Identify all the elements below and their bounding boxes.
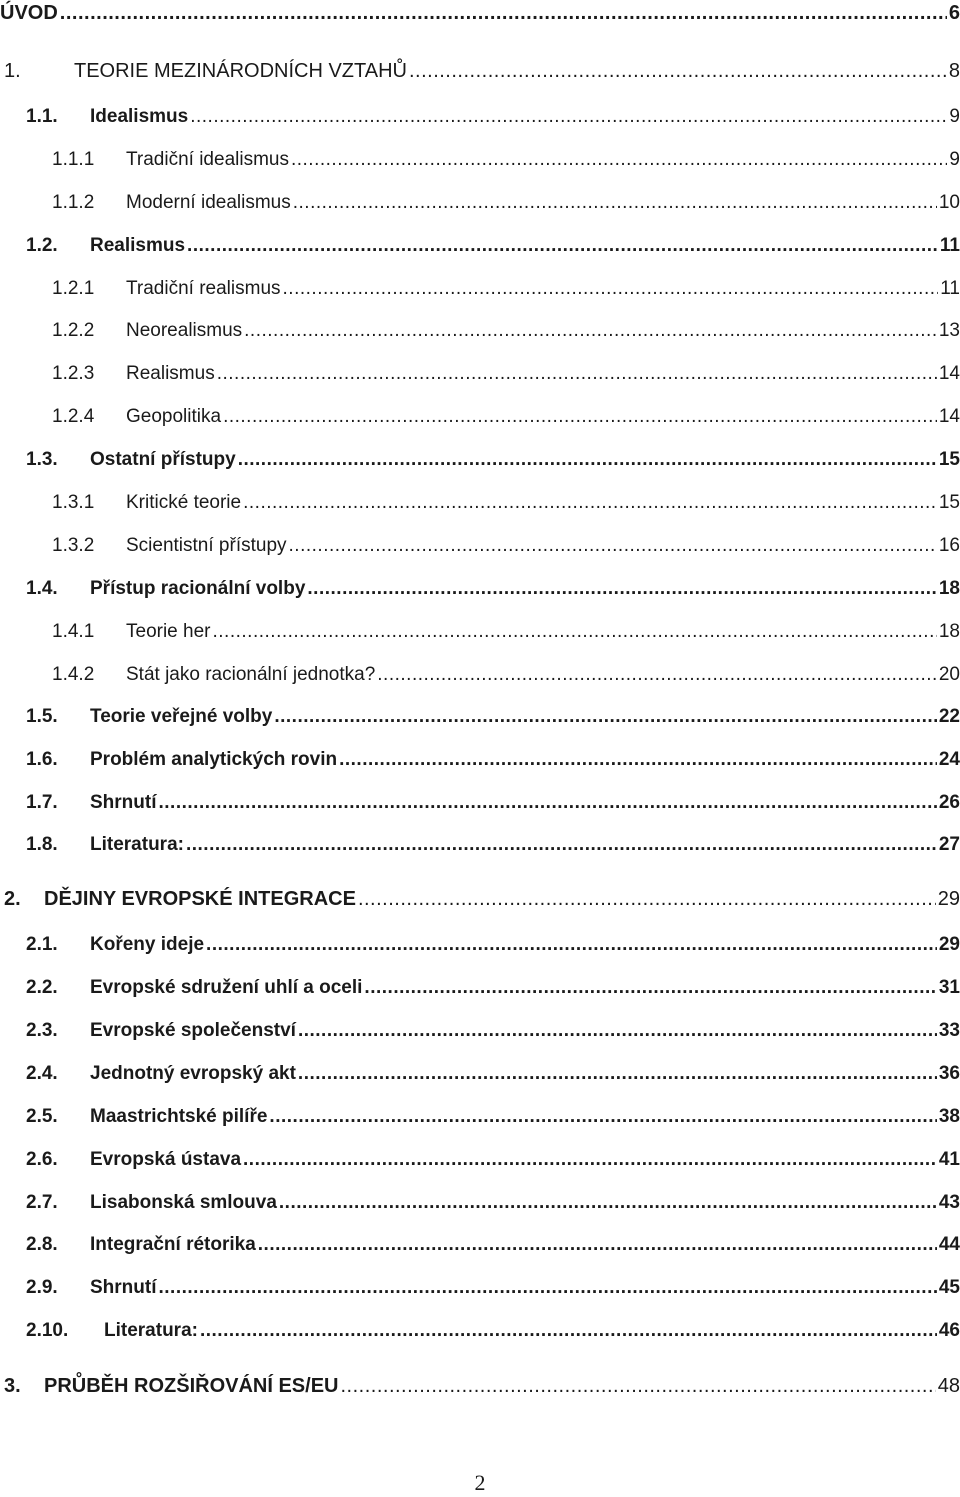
- toc-entry-number: 3.: [4, 1375, 21, 1397]
- toc-entry-page: 29: [937, 888, 960, 910]
- toc-entry-intro[interactable]: [0, 2, 960, 25]
- toc-entry-number: 2.2.: [26, 977, 58, 998]
- toc-entry-number: 1.2.: [26, 235, 58, 256]
- toc-entry-number: 1.3.: [26, 449, 58, 470]
- toc-entry-number: 2.5.: [26, 1106, 58, 1127]
- toc-leader-dots: [213, 621, 937, 643]
- toc-entry-page: 13: [938, 320, 960, 341]
- toc-entry-number: 1.8.: [26, 834, 58, 855]
- toc-entry-2-4[interactable]: [26, 1063, 960, 1085]
- toc-entry-label: Scientistní přístupy: [126, 535, 287, 556]
- toc-entry-page: 18: [938, 621, 960, 642]
- toc-entry-label: Integrační rétorika: [90, 1234, 256, 1255]
- toc-entry-number: 1.4.: [26, 578, 58, 599]
- toc-entry-2-5[interactable]: [26, 1106, 960, 1128]
- toc-entry-label: Idealismus: [90, 106, 189, 127]
- toc-leader-dots: [159, 792, 937, 814]
- toc-entry-number: 2.3.: [26, 1020, 58, 1041]
- toc-entry-page: 6: [948, 2, 960, 24]
- toc-leader-dots: [358, 888, 936, 911]
- toc-entry-label: DĚJINY EVROPSKÉ INTEGRACE: [44, 888, 356, 910]
- toc-leader-dots: [377, 664, 937, 686]
- toc-entry-2-1[interactable]: [26, 934, 960, 956]
- toc-entry-page: 44: [938, 1234, 960, 1255]
- toc-entry-1-3-1[interactable]: [52, 492, 960, 514]
- toc-entry-page: 9: [949, 149, 960, 170]
- toc-leader-dots: [60, 2, 947, 25]
- toc-entry-number: 1.2.1: [52, 278, 95, 299]
- toc-leader-dots: [289, 535, 937, 557]
- toc-entry-number: 1.5.: [26, 706, 58, 727]
- toc-entry-number: 1.1.2: [52, 192, 95, 213]
- toc-leader-dots: [291, 149, 947, 171]
- toc-leader-dots: [190, 106, 947, 128]
- toc-entry-page: 22: [938, 706, 960, 727]
- toc-entry-label: Teorie veřejné volby: [90, 706, 273, 727]
- toc-entry-label: Problém analytických rovin: [90, 749, 338, 770]
- toc-entry-label: Přístup racionální volby: [90, 578, 306, 599]
- toc-entry-1-2[interactable]: [26, 235, 960, 257]
- toc-entry-label: Kritické teorie: [126, 492, 242, 513]
- toc-leader-dots: [243, 492, 937, 514]
- toc-entry-2-10[interactable]: [26, 1320, 960, 1342]
- toc-entry-label: Lisabonská smlouva: [90, 1192, 277, 1213]
- toc-entry-chapter-2[interactable]: [0, 888, 960, 911]
- toc-leader-dots: [293, 192, 937, 214]
- toc-leader-dots: [279, 1192, 937, 1214]
- toc-entry-number: 1.3.2: [52, 535, 95, 556]
- toc-entry-page: 26: [938, 792, 960, 813]
- toc-entry-1-5[interactable]: [26, 706, 960, 728]
- toc-entry-2-7[interactable]: [26, 1192, 960, 1214]
- toc-entry-page: 41: [938, 1149, 960, 1170]
- toc-leader-dots: [187, 235, 938, 257]
- toc-leader-dots: [223, 406, 937, 428]
- toc-leader-dots: [258, 1234, 937, 1256]
- toc-entry-1-2-2[interactable]: [52, 320, 960, 342]
- toc-entry-page: 10: [938, 192, 960, 213]
- toc-entry-label: Jednotný evropský akt: [90, 1063, 296, 1084]
- toc-entry-page: 33: [938, 1020, 960, 1041]
- toc-entry-page: 8: [948, 60, 960, 82]
- toc-entry-label: Neorealismus: [126, 320, 243, 341]
- page-number: 2: [474, 1470, 486, 1495]
- toc-entry-number: 2.: [4, 888, 21, 910]
- toc-entry-number: 2.10.: [26, 1320, 69, 1341]
- toc-entry-label: Moderní idealismus: [126, 192, 291, 213]
- toc-entry-label: Stát jako racionální jednotka?: [126, 664, 376, 685]
- toc-entry-label: Geopolitika: [126, 406, 222, 427]
- toc-entry-page: 48: [937, 1375, 960, 1397]
- toc-entry-page: 46: [938, 1320, 960, 1341]
- toc-entry-page: 45: [938, 1277, 960, 1298]
- toc-entry-1-1[interactable]: [26, 106, 960, 128]
- toc-entry-1-1-1[interactable]: [52, 149, 960, 171]
- toc-entry-2-2[interactable]: [26, 977, 960, 999]
- toc-entry-label: Ostatní přístupy: [90, 449, 236, 470]
- toc-entry-label: Evropské společenství: [90, 1020, 296, 1041]
- toc-entry-number: 2.7.: [26, 1192, 58, 1213]
- toc-entry-page: 27: [938, 834, 960, 855]
- toc-entry-label: Realismus: [90, 235, 186, 256]
- toc-entry-page: 16: [938, 535, 960, 556]
- toc-leader-dots: [339, 749, 937, 771]
- toc-entry-label: PRŮBĚH ROZŠIŘOVÁNÍ ES/EU: [44, 1375, 339, 1397]
- toc-entry-page: 11: [940, 278, 960, 299]
- toc-entry-label: Teorie her: [126, 621, 211, 642]
- toc-entry-2-9[interactable]: [26, 1277, 960, 1299]
- toc-entry-number: 1.6.: [26, 749, 58, 770]
- toc-leader-dots: [298, 1020, 937, 1042]
- toc-entry-1-7[interactable]: [26, 792, 960, 814]
- toc-entry-number: 2.4.: [26, 1063, 58, 1084]
- toc-entry-1-2-1[interactable]: [52, 278, 960, 300]
- toc-entry-1-4[interactable]: [26, 578, 960, 600]
- toc-entry-number: 1.7.: [26, 792, 58, 813]
- toc-leader-dots: [186, 834, 937, 856]
- toc-entry-number: 2.6.: [26, 1149, 58, 1170]
- toc-entry-chapter-3[interactable]: [0, 1375, 960, 1398]
- toc-entry-number: 1.2.2: [52, 320, 95, 341]
- toc-entry-chapter-1[interactable]: [0, 60, 960, 83]
- toc-entry-page: 43: [938, 1192, 960, 1213]
- toc-entry-number: 1.3.1: [52, 492, 95, 513]
- toc-entry-number: 1.2.4: [52, 406, 95, 427]
- toc-entry-page: 29: [938, 934, 960, 955]
- toc-leader-dots: [269, 1106, 936, 1128]
- toc-leader-dots: [340, 1375, 935, 1398]
- toc-entry-label: Literatura:: [90, 834, 184, 855]
- toc-leader-dots: [274, 706, 937, 728]
- toc-entry-1-3-2[interactable]: [52, 535, 960, 557]
- toc-entry-page: 18: [938, 578, 960, 599]
- toc-entry-1-3[interactable]: [26, 449, 960, 471]
- toc-entry-label: Tradiční realismus: [126, 278, 281, 299]
- toc-entry-label: Kořeny ideje: [90, 934, 205, 955]
- toc-entry-page: 31: [938, 977, 960, 998]
- toc-entry-label: Shrnutí: [90, 1277, 157, 1298]
- toc-entry-page: 20: [938, 664, 960, 685]
- toc-entry-page: 14: [938, 406, 960, 427]
- toc-entry-number: 2.8.: [26, 1234, 58, 1255]
- toc-entry-page: 9: [949, 106, 960, 127]
- toc-entry-page: 36: [938, 1063, 960, 1084]
- toc-entry-1-4-2[interactable]: [52, 664, 960, 686]
- toc-entry-page: 11: [939, 235, 960, 256]
- toc-leader-dots: [243, 1149, 937, 1171]
- toc-leader-dots: [206, 934, 937, 956]
- toc-leader-dots: [159, 1277, 937, 1299]
- toc-entry-number: 1.1.: [26, 106, 58, 127]
- toc-entry-page: 15: [938, 492, 960, 513]
- toc-entry-label: Literatura:: [104, 1320, 198, 1341]
- toc-entry-1-4-1[interactable]: [52, 621, 960, 643]
- toc-entry-number: 1.4.1: [52, 621, 95, 642]
- toc-leader-dots: [244, 320, 937, 342]
- toc-entry-label: ÚVOD: [0, 2, 58, 24]
- toc-entry-number: 1.4.2: [52, 664, 95, 685]
- toc-entry-label: Tradiční idealismus: [126, 149, 289, 170]
- toc-entry-label: Shrnutí: [90, 792, 157, 813]
- toc-entry-page: 38: [938, 1106, 960, 1127]
- toc-entry-page: 14: [938, 363, 960, 384]
- toc-entry-label: Evropská ústava: [90, 1149, 242, 1170]
- toc-leader-dots: [217, 363, 937, 385]
- toc-entry-number: 1.1.1: [52, 149, 95, 170]
- toc-entry-number: 2.1.: [26, 934, 58, 955]
- toc-leader-dots: [200, 1320, 937, 1342]
- toc-entry-number: 1.: [4, 60, 21, 82]
- toc-leader-dots: [298, 1063, 937, 1085]
- toc-entry-2-8[interactable]: [26, 1234, 960, 1256]
- toc-entry-2-3[interactable]: [26, 1020, 960, 1042]
- toc-entry-number: 2.9.: [26, 1277, 58, 1298]
- toc-entry-label: TEORIE MEZINÁRODNÍCH VZTAHŮ: [74, 60, 407, 82]
- toc-entry-label: Realismus: [126, 363, 215, 384]
- toc-entry-1-8[interactable]: [26, 834, 960, 856]
- toc-entry-page: 15: [938, 449, 960, 470]
- toc-leader-dots: [283, 278, 939, 300]
- toc-leader-dots: [364, 977, 936, 999]
- toc-entry-number: 1.2.3: [52, 363, 95, 384]
- toc-entry-1-2-3[interactable]: [52, 363, 960, 385]
- toc-entry-1-2-4[interactable]: [52, 406, 960, 428]
- toc-entry-1-1-2[interactable]: [52, 192, 960, 214]
- toc-leader-dots: [307, 578, 936, 600]
- toc-entry-label: Evropské sdružení uhlí a oceli: [90, 977, 363, 998]
- toc-leader-dots: [238, 449, 937, 471]
- toc-leader-dots: [409, 60, 947, 83]
- toc-entry-page: 24: [938, 749, 960, 770]
- toc-entry-2-6[interactable]: [26, 1149, 960, 1171]
- toc-entry-label: Maastrichtské pilíře: [90, 1106, 268, 1127]
- toc-entry-1-6[interactable]: [26, 749, 960, 771]
